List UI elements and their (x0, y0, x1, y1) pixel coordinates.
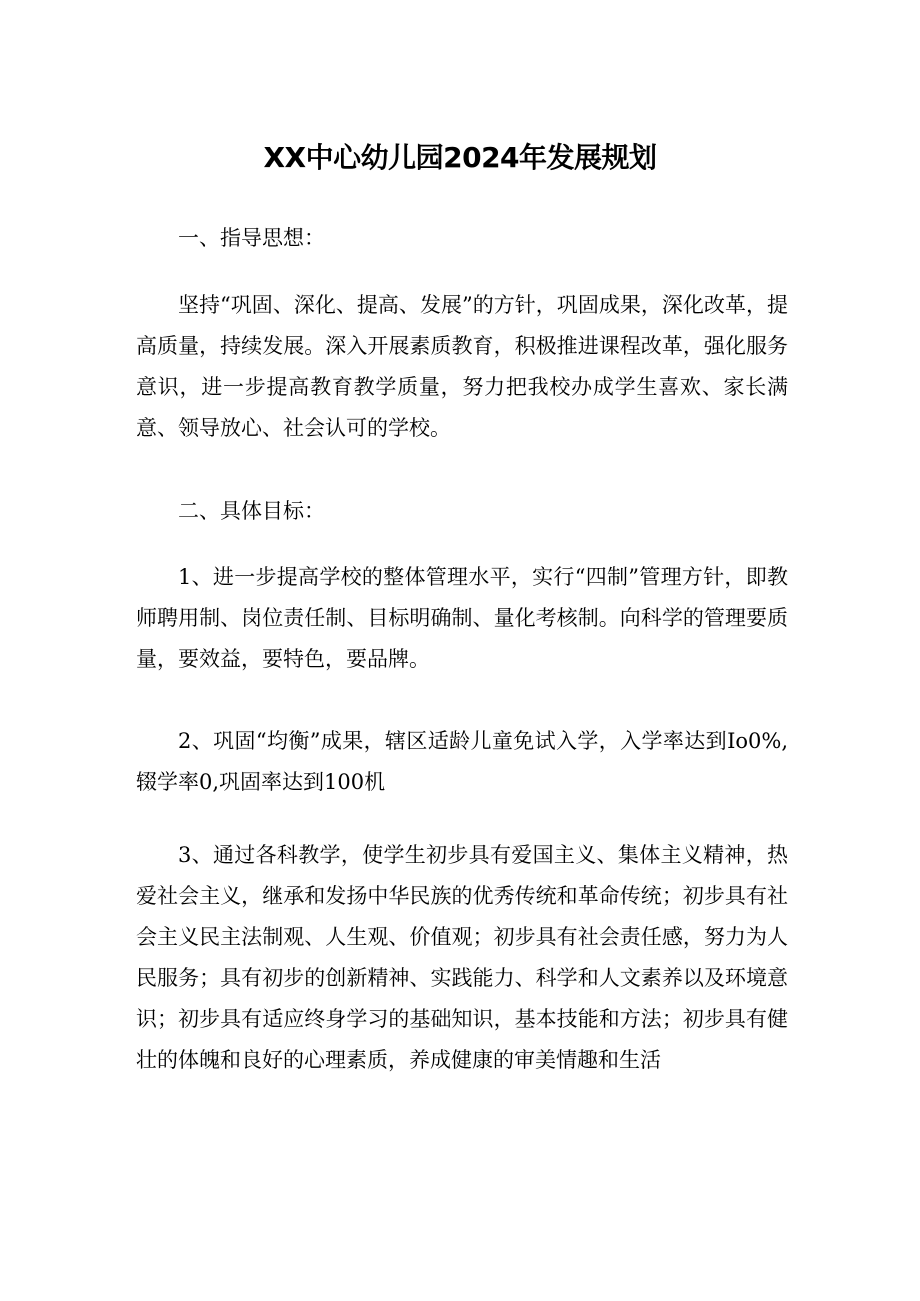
document-title: XX中心幼儿园2024年发展规划 (263, 141, 657, 174)
goal-item-1: 1、进一步提高学校的整体管理水平，实行“四制”管理方针，即教师聘用制、岗位责任制、目标明确制、量化考核制。向科学的管理要质量，要效益，要特色，要品牌。 (136, 565, 788, 671)
section-heading-guiding-ideology: 一、指导思想： (178, 226, 325, 250)
guiding-ideology-paragraph: 坚持“巩固、深化、提高、发展”的方针，巩固成果，深化改革，提高质量，持续发展。深入开展素质教育，积极推进课程改革，强化服务意识，进一步提高教育教学质量，努力把我校办成学生喜欢、家长满意、领导放心、社会认可的学校。 (136, 293, 788, 440)
goal-item-3: 3、通过各科教学，使学生初步具有爱国主义、集体主义精神，热爱社会主义，继承和发扬中华民族的优秀传统和革命传统；初步具有社会主义民主法制观、人生观、价值观；初步具有社会责任感，努力为人民服务；具有初步的创新精神、实践能力、科学和人文素养以及环境意识；初步具有适应终身学习的基础知识，基本技能和方法；初步具有健壮的体魄和良好的心理素质，养成健康的审美情趣和生活 (136, 843, 788, 1072)
section-heading-specific-goals: 二、具体目标： (178, 499, 325, 523)
goal-item-2: 2、巩固“均衡”成果，辖区适龄儿童免试入学，入学率达到Io0%,辍学率0,巩固率达到100机 (136, 729, 788, 794)
